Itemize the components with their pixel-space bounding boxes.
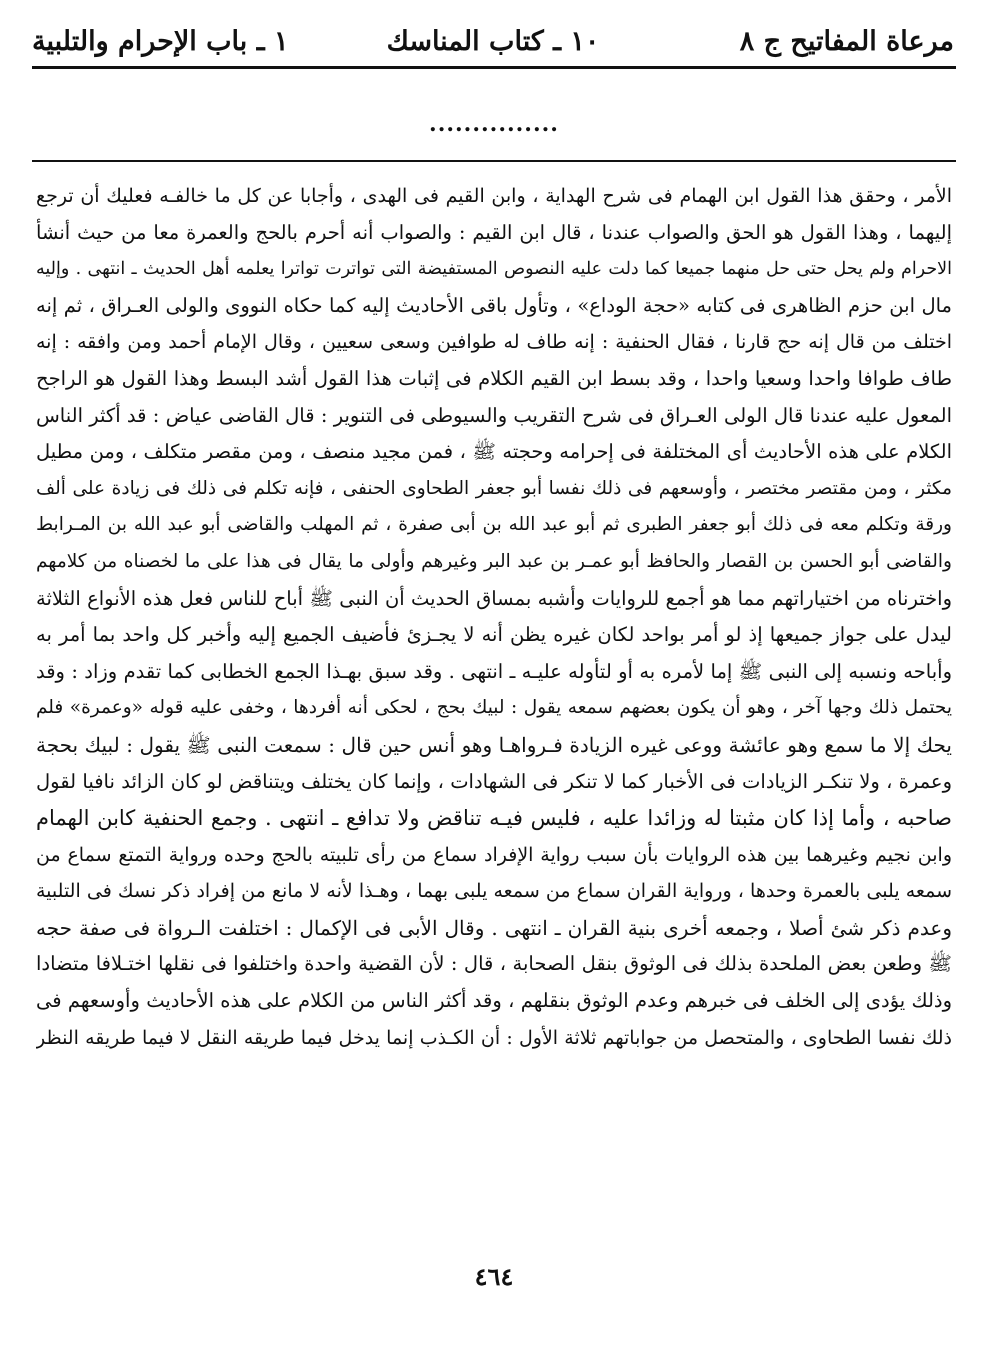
header-rule bbox=[32, 66, 956, 69]
footnote-rule bbox=[32, 160, 956, 162]
text-line: الأمر ، وحقق هذا القول ابن الهمام فى شرح الهداية ، وابن القيم فى الهدى ، وأجابا عن كل ما خالفـه فعليك أن ترجع bbox=[36, 185, 952, 207]
text-line: ورقة وتكلم معه فى ذلك أبو جعفر الطبرى ثم أبو عبد الله بن أبى صفرة ، ثم المهلب والقاضى أبو عبد الله بن المـرابط bbox=[36, 514, 952, 536]
text-line: ﷺ وطعن بعض الملحدة بذلك فى الوثوق بنقل الصحابة ، قال : لأن القضية واحدة واختلفوا فى نقلها اختـلافا متضادا bbox=[36, 952, 952, 976]
text-line: وأباحه ونسبه إلى النبى ﷺ إما لأمره به أو لتأوله عليـه ـ انتهى . وقد سبق بهـذا الجمع الخطابى كما تقدم وزاد : وقد bbox=[36, 659, 952, 683]
text-line: وعمرة ، ولا تنكـر الزيادات فى الأخبار كما لا تنكر فى الشهادات ، وإنما كان يختلف ويتناقض لو كان الزائد نافيا لقول bbox=[36, 769, 952, 793]
header-book-title: مرعاة المفاتيح ج ٨ bbox=[739, 26, 954, 57]
text-line: طاف طوافا واحدا وسعيا واحدا ، وقد بسط ابن القيم الكلام فى إثبات هذا القول أشد البسط وهذا القول هو الراجح bbox=[36, 366, 952, 390]
body-text bbox=[36, 178, 952, 1056]
text-line: والقاضى أبو الحسن بن القصار والحافظ أبو عمـر بن عبد البر وغيرهم وأولى ما يقال فى هذا على ما لخصناه من كلامهم bbox=[36, 550, 952, 572]
text-line: المعول عليه عندنا قال الولى العـراق فى شرح التقريب والسيوطى فى التنوير : قال القاضى عياض : قد أكثر الناس bbox=[36, 403, 952, 427]
running-header bbox=[32, 20, 954, 66]
header-section-title: ١ ـ باب الإحرام والتلبية bbox=[32, 26, 289, 57]
text-line: اختلف من قال إنه حج قارنا ، فقال الحنفية : إنه طاف له طوافين وسعى سعيين ، وقال الإمام أحمد ومن وافقه : إنه bbox=[36, 331, 952, 354]
text-line: وذلك يؤدى إلى الخلف فى خبرهم وعدم الوثوق بنقلهم ، وقد أكثر الناس من الكلام على هذه الأحاديث وأوسعهم فى bbox=[36, 989, 952, 1013]
text-line: واخترناه من اختياراتهم مما هو أجمع للروايات وأشبه بمساق الحديث أن النبى ﷺ أباح للناس فعل هذه الأنواع الثلاثة bbox=[36, 586, 952, 610]
header-chapter-title: ١٠ ـ كتاب المناسك bbox=[386, 26, 600, 57]
text-line: مكثر ، ومن مقتصر مختصر ، وأوسعهم فى ذلك نفسا أبو جعفر الطحاوى الحنفى ، فإنه تكلم فى ذلك فى زيادة على ألف bbox=[36, 477, 952, 499]
separator-dots: ............... bbox=[429, 111, 559, 137]
text-line: مال ابن حزم الظاهرى فى كتابه «حجة الوداع» ، وتأول باقى الأحاديث إليه كما حكاه النووى والولى العـراق ، ثم إنه bbox=[36, 293, 952, 317]
text-line: وابن نجيم وغيرهما بين هذه الروايات بأن سبب رواية الإفراد سماع من رأى تلبيته بالحج وحده ورواية التمتع سماع من bbox=[36, 843, 952, 866]
page-number: ٤٦٤ bbox=[474, 1262, 514, 1291]
text-line: ذلك نفسا الطحاوى ، والمتحصل من جواباتهم ثلاثة الأول : أن الكـذب إنما يدخل فيما طريقه النقل لا فيما طريقه النظر bbox=[36, 1026, 952, 1049]
text-line: سمعه يلبى بالعمرة وحدها ، ورواية القران سماع من سمعه يلبى بهما ، وهـذا لأنه لا مانع من إفراد ذكر نسك فى التلبية bbox=[36, 880, 952, 903]
text-line: صاحبه ، وأما إذا كان مثبتا له وزائدا عليه ، فليس فيـه تناقض ولا تدافع ـ انتهى . وجمع الحنفية كابن الهمام bbox=[36, 806, 952, 831]
text-line: يحك إلا ما سمع وهو عائشة ووعى غيره الزيادة فـرواهـا وهو أنس حين قال : سمعت النبى ﷺ يقول : لبيك بحجة bbox=[36, 732, 952, 757]
text-line: وعدم ذكر شئ أصلا ، وجمعه أخرى بنية القران ـ انتهى . وقال الأبى فى الإكمال : اختلفت الـرواة فى صفة حجه bbox=[36, 915, 952, 940]
text-line: ليدل على جواز جميعها إذ لو أمر بواحد لكان غيره يظن أنه لا يجـزئ فأضيف الجميع إليه وأخبر كل واحد بما أمر به bbox=[36, 623, 952, 647]
text-line: الاحرام ولم يحل حتى حل منهما جميعا كما دلت عليه النصوص المستفيضة التى تواترت تواترا يعلمه أهل الحديث ـ انتهى . وإليه bbox=[36, 259, 952, 280]
text-line: يحتمل ذلك وجها آخر ، وهو أن يكون بعضهم سمعه يقول : لبيك بحج ، لحكى أنه أفردها ، وخفى عليه قوله «وعمرة» فلم bbox=[36, 697, 952, 719]
text-line: الكلام على هذه الأحاديث أى المختلفة فى إحرامه وحجته ﷺ ، فمن مجيد منصف ، ومن مقصر متكلف ، ومن مطيل bbox=[36, 440, 952, 464]
text-line: إليهما ، وهذا القول هو الحق والصواب عندنا ، قال ابن القيم : والصواب أنه أحرم بالحج والعمرة معا من حيث أنشأ bbox=[36, 220, 952, 244]
